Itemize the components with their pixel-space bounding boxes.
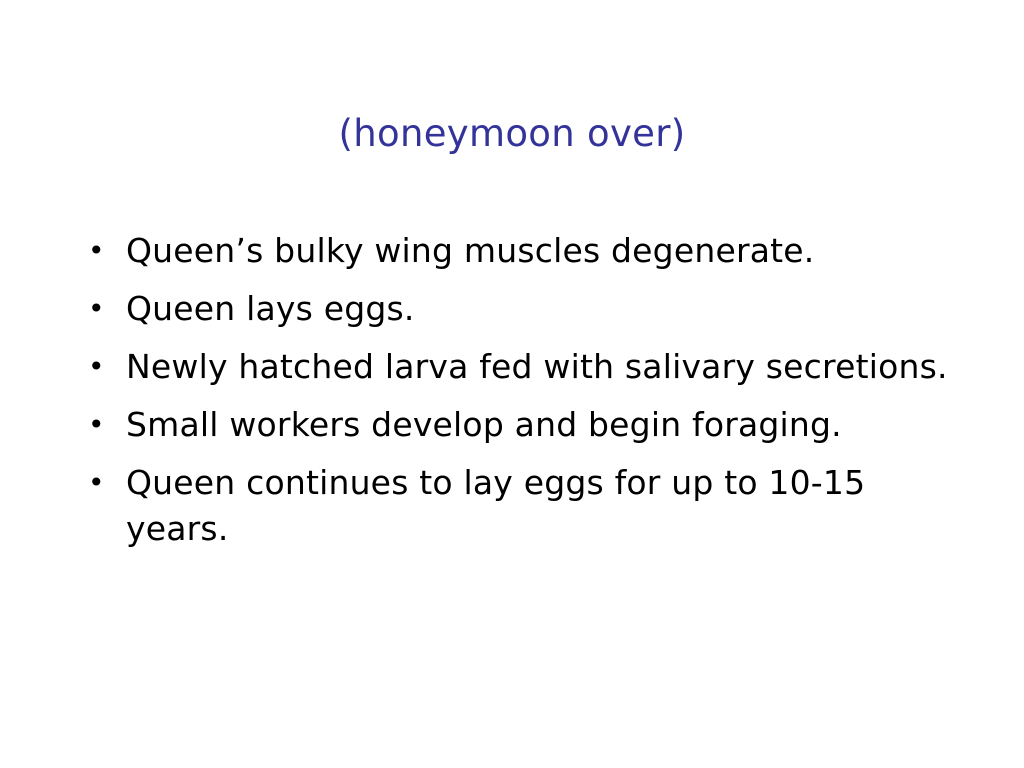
bullet-icon: • [88, 234, 105, 267]
bullet-text: Queen lays eggs. [126, 289, 415, 328]
bullet-item [84, 344, 964, 390]
bullet-text: Queen’s bulky wing muscles degenerate. [126, 231, 815, 270]
bullet-text: Newly hatched larva fed with salivary secretions. [126, 347, 948, 386]
bullet-item [84, 286, 964, 332]
slide-title: (honeymoon over) [338, 112, 686, 155]
bullet-item [84, 228, 964, 274]
bullet-item [84, 460, 964, 552]
bullet-text: Small workers develop and begin foraging. [126, 405, 842, 444]
bullet-icon: • [88, 292, 105, 325]
bullet-icon: • [88, 350, 105, 383]
bullet-item [84, 402, 964, 448]
bullet-icon: • [88, 466, 105, 499]
bullet-icon: • [88, 408, 105, 441]
bullet-list [84, 228, 964, 564]
bullet-text: Queen continues to lay eggs for up to 10-15 years. [126, 463, 866, 548]
